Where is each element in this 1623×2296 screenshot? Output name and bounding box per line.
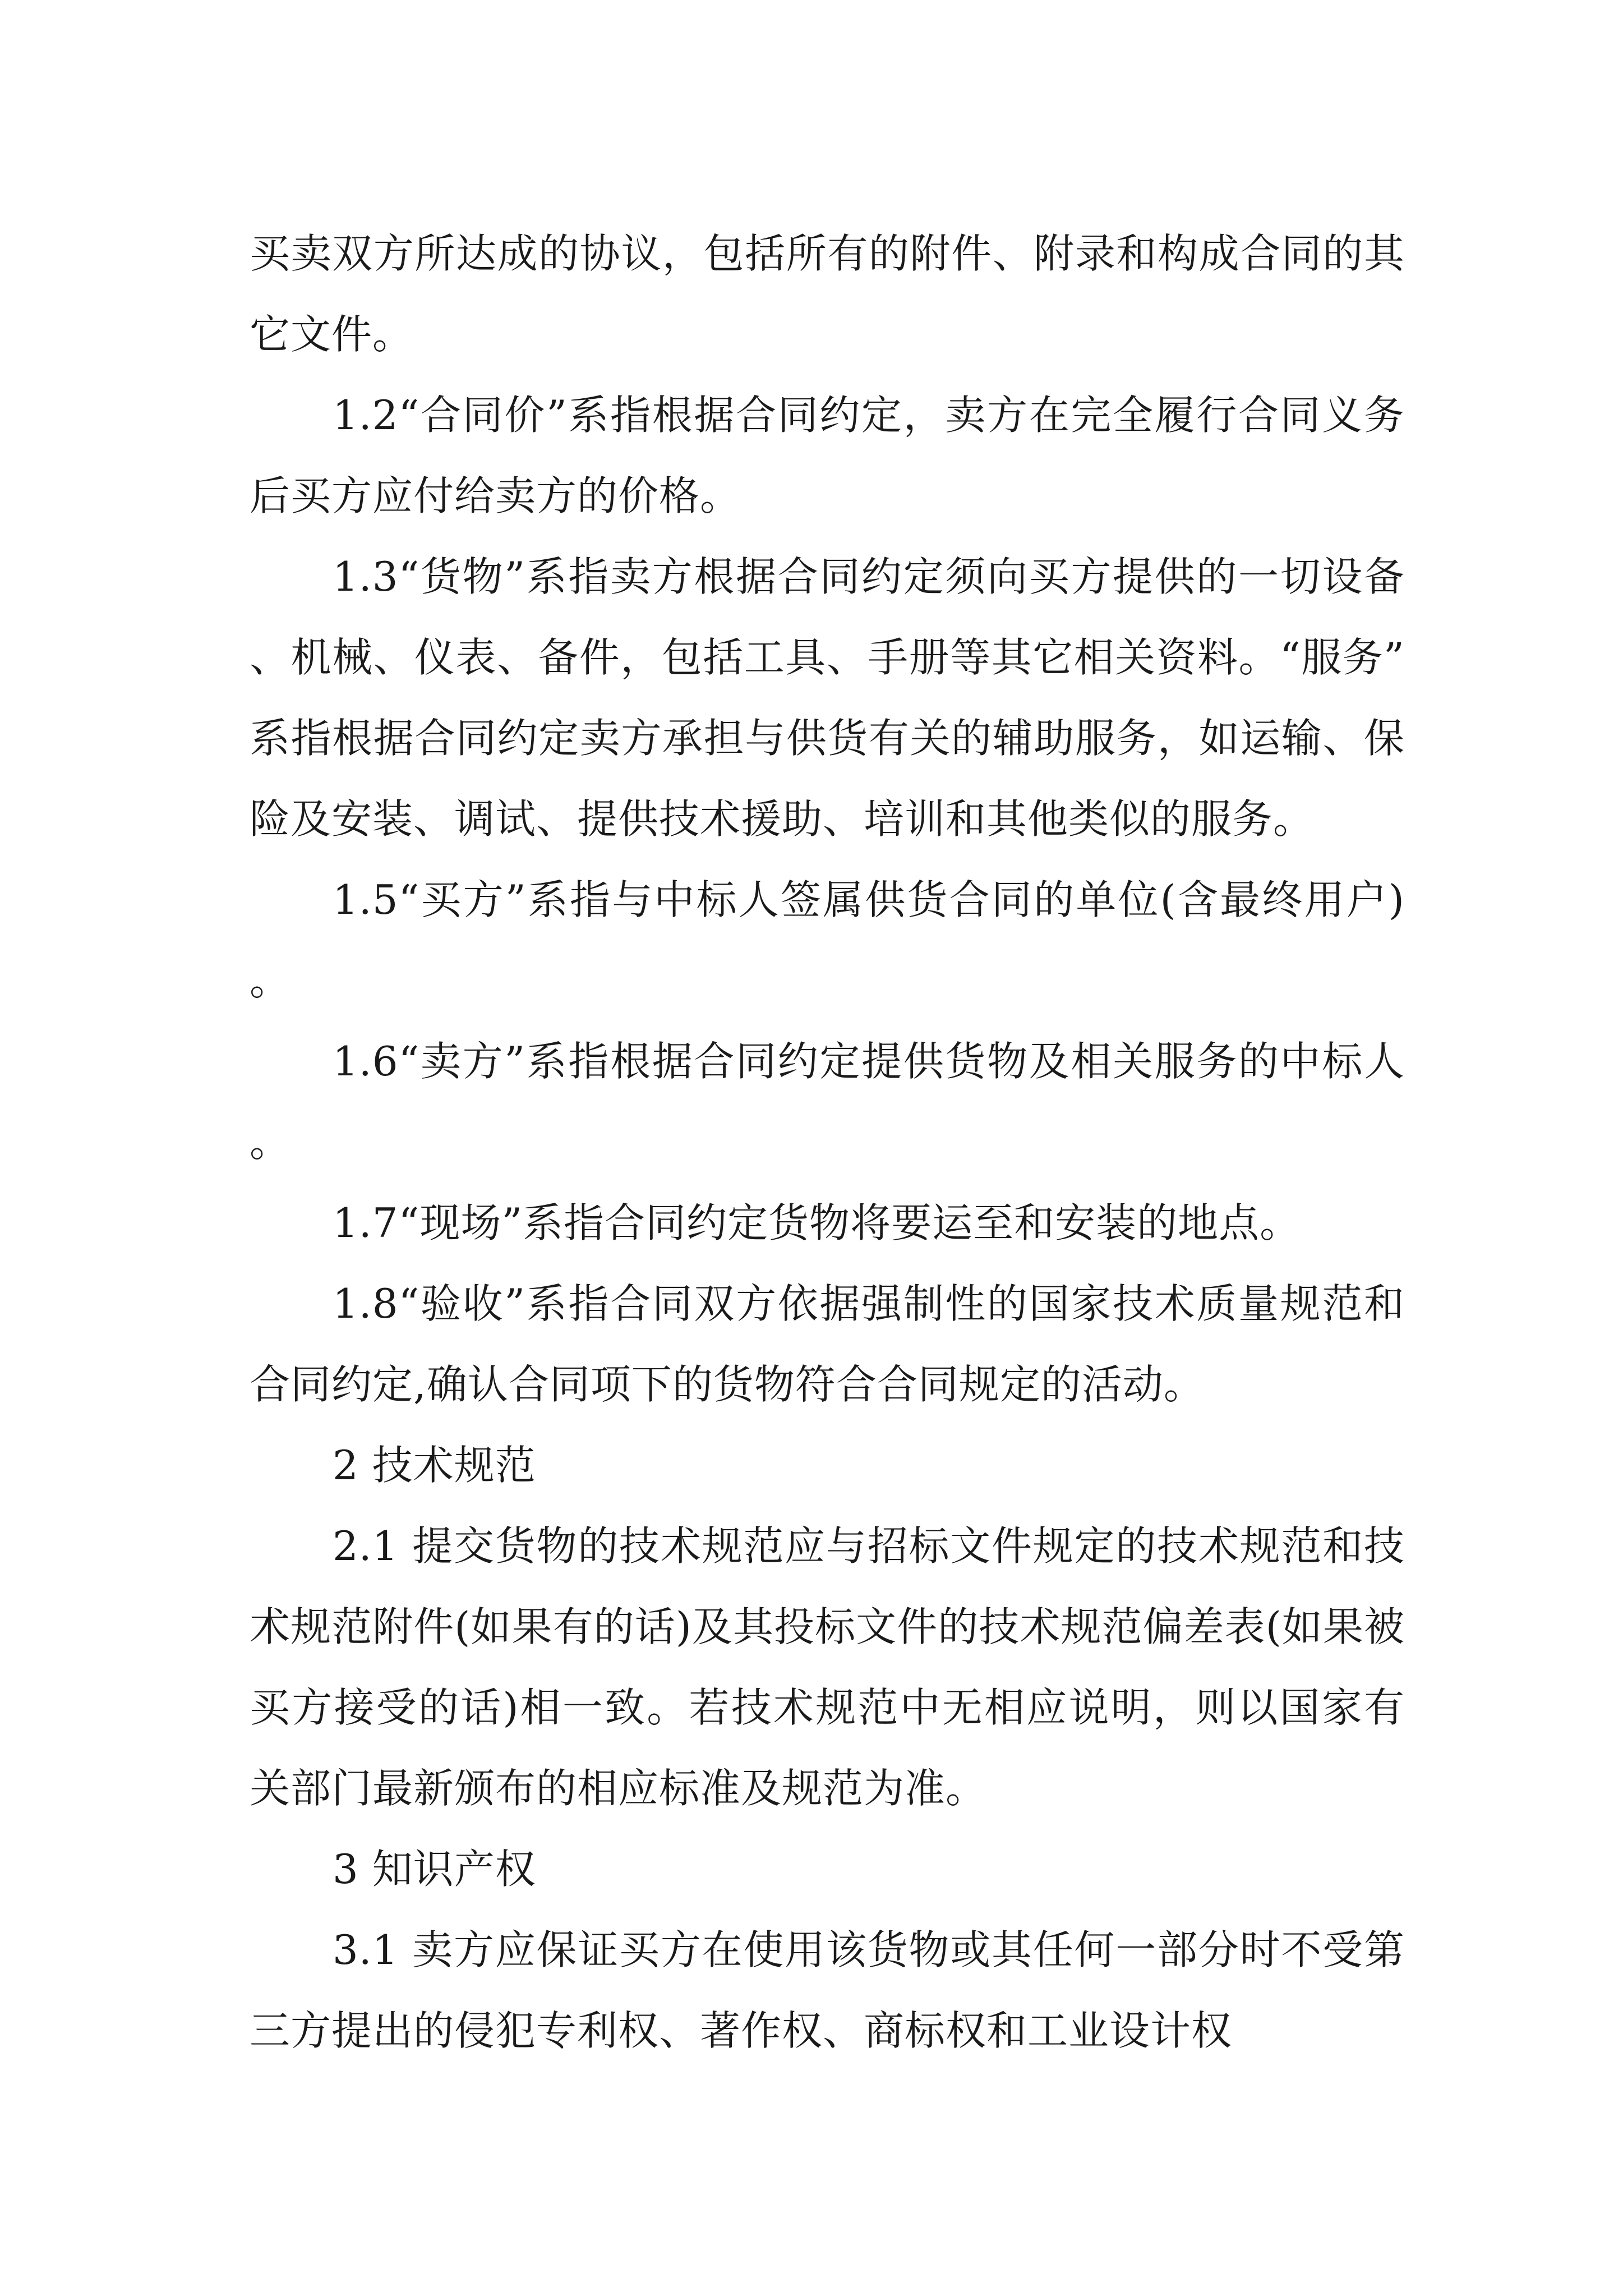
clause-3-1: 3.1 卖方应保证买方在使用该货物或其任何一部分时不受第三方提出的侵犯专利权、著作权、商标权和工业设计权 <box>250 1926 1405 2054</box>
clause-2-1: 2.1 提交货物的技术规范应与招标文件规定的技术规范和技术规范附件(如果有的话)及其投标文件的技术规范偏差表(如果被买方接受的话)相一致。若技术规范中无相应说明，则以国家有关部门最新颁布的相应标准及规范为准。 <box>250 1522 1405 1812</box>
contract-text-body <box>250 213 1405 2071</box>
clause-1-3: 1.3“货物”系指卖方根据合同约定须向买方提供的一切设备、机械、仪表、备件，包括工具、手册等其它相关资料。“服务”系指根据合同约定卖方承担与供货有关的辅助服务，如运输、保险及安装、调试、提供技术援助、培训和其他类似的服务。 <box>250 553 1405 843</box>
section-heading-3: 3 知识产权 <box>333 1846 536 1893</box>
section-heading-2: 2 技术规范 <box>333 1442 536 1489</box>
paragraph-continuation: 买卖双方所达成的协议，包括所有的附件、附录和构成合同的其它文件。 <box>250 230 1405 358</box>
clause-1-5: 1.5“买方”系指与中标人签属供货合同的单位(含最终用户)。 <box>250 876 1405 1004</box>
clause-1-7: 1.7“现场”系指合同约定货物将要运至和安装的地点。 <box>333 1199 1301 1246</box>
clause-1-2: 1.2“合同价”系指根据合同约定，卖方在完全履行合同义务后买方应付给卖方的价格。 <box>250 392 1405 519</box>
clause-1-6: 1.6“卖方”系指根据合同约定提供货物及相关服务的中标人。 <box>250 1038 1405 1166</box>
clause-1-8: 1.8“验收”系指合同双方依据强制性的国家技术质量规范和合同约定,确认合同项下的货物符合合同规定的活动。 <box>250 1280 1405 1408</box>
